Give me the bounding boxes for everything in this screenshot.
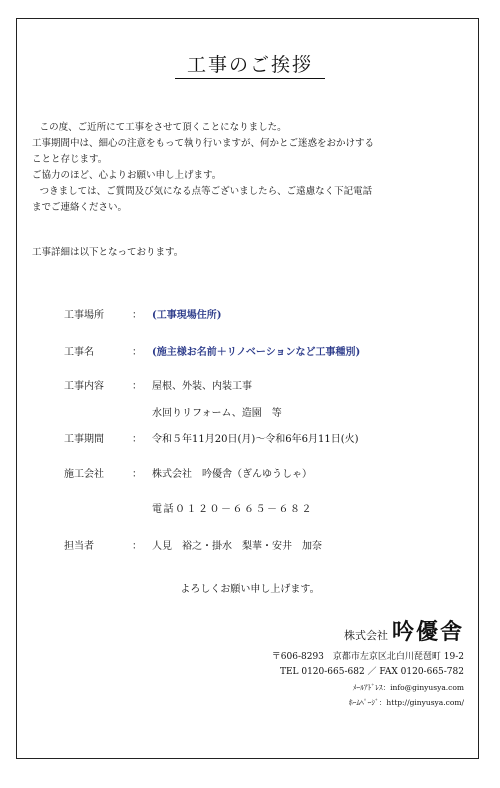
row-value: 屋根、外装、内装工事 bbox=[152, 381, 252, 392]
company-address: 〒606-8293 京都市左京区北白川琵琶町 19-2 bbox=[271, 652, 464, 662]
company-prefix: 株式会社 bbox=[343, 629, 388, 642]
row-label: 施工会社 bbox=[64, 469, 104, 480]
row-value: 令和５年11月20日(月)〜令和6年6月11日(火) bbox=[152, 434, 359, 445]
company-logo bbox=[344, 615, 464, 646]
intro-text bbox=[32, 120, 472, 216]
row-value: 人見 裕之・掛水 梨華・安井 加奈 bbox=[152, 541, 322, 552]
company-name: 吟優舎 bbox=[391, 619, 464, 645]
row-label: 工事内容 bbox=[64, 381, 104, 392]
row-separator: ： bbox=[132, 541, 142, 552]
row-value: 株式会社 吟優舎（ぎんゆうしゃ） bbox=[152, 469, 312, 480]
company-tel-fax: TEL 0120-665-682 ／ FAX 0120-665-782 bbox=[279, 667, 464, 677]
row-separator: ： bbox=[132, 469, 142, 480]
intro-line: つきましては、ご質問及び気になる点等ございましたら、ご遠慮なく下記電話 bbox=[39, 186, 373, 197]
row-label: 工事名 bbox=[64, 347, 94, 358]
intro-line: この度、ご近所にて工事をさせて頂くことになりました。 bbox=[39, 122, 287, 133]
contact-block bbox=[272, 650, 464, 710]
company-homepage: ﾎｰﾑﾍﾟｰｼﾞ：http://ginyusya.com/ bbox=[348, 698, 464, 707]
company-email: ﾒｰﾙｱﾄﾞﾚｽ：info@ginyusya.com bbox=[352, 683, 464, 692]
row-value: (工事現場住所) bbox=[152, 310, 222, 321]
phone-value: 電話０１２０－６６５－６８２ bbox=[152, 504, 313, 515]
row-value: 水回りリフォーム、造園 等 bbox=[152, 408, 282, 419]
closing-text: よろしくお願い申し上げます。 bbox=[180, 584, 320, 595]
intro-line: までご連絡ください。 bbox=[32, 202, 128, 213]
row-separator: ： bbox=[132, 434, 142, 445]
page-title-text: 工事のご挨拶 bbox=[175, 50, 325, 79]
row-label: 工事期間 bbox=[64, 434, 104, 445]
row-separator: ： bbox=[132, 310, 142, 321]
details-heading: 工事詳細は以下となっております。 bbox=[32, 247, 184, 258]
row-value: (施主様お名前＋リノベーションなど工事種別) bbox=[152, 347, 361, 358]
intro-line: ご協力のほど、心よりお願い申し上げます。 bbox=[32, 170, 222, 181]
intro-line: ことと存じます。 bbox=[32, 154, 108, 165]
page-title bbox=[0, 50, 500, 79]
row-label: 担当者 bbox=[64, 541, 94, 552]
row-separator: ： bbox=[132, 347, 142, 358]
row-separator: ： bbox=[132, 381, 142, 392]
row-label: 工事場所 bbox=[64, 310, 104, 321]
intro-line: 工事期間中は、細心の注意をもって執り行いますが、何かとご迷惑をおかけする bbox=[32, 138, 375, 149]
